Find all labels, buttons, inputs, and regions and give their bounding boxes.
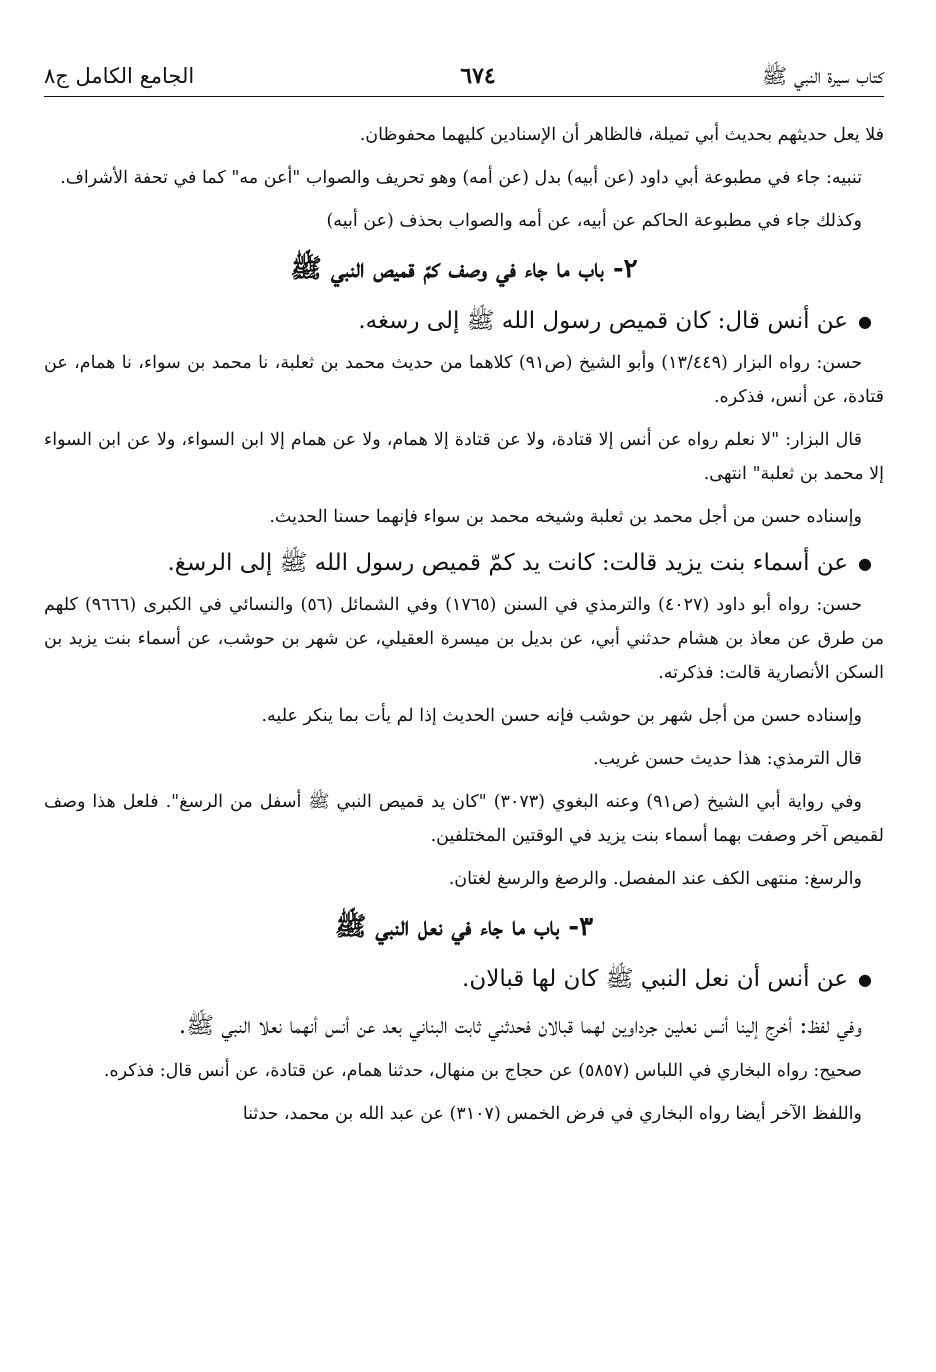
takhrij-paragraph: حسن: رواه أبو داود (٤٠٢٧) والترمذي في السنن (١٧٦٥) وفي الشمائل (٥٦) والنسائي في الكبرى (٩٦٦٦) كلهم من طرق عن معاذ بن هشام حدثني أبي، عن بديل بن ميسرة العقيلي، عن شهر بن حوشب، عن أسماء بنت يزيد بن السكن الأنصارية قالت: فذكرته. xyxy=(44,595,884,683)
paragraph: وإسناده حسن من أجل شهر بن حوشب فإنه حسن الحديث إذا لم يأت بما ينكر عليه. xyxy=(261,706,862,726)
bullet-icon: ● xyxy=(858,554,872,573)
note-paragraph: تنبيه: جاء في مطبوعة أبي داود (عن أبيه) بدل (عن أمه) وهو تحريف والصواب "أعن مه" كما في تحفة الأشراف. xyxy=(60,168,862,188)
takhrij-paragraph: حسن: رواه البزار (١٣/٤٤٩) وأبو الشيخ (ص٩١) كلاهما من حديث محمد بن ثعلبة، نا محمد بن سواء، نا همام، عن قتادة، عن أنس، فذكره. xyxy=(44,353,884,407)
header-volume-title: الجامع الكامل ج٨ xyxy=(44,63,195,88)
bullet-icon: ● xyxy=(858,970,872,989)
page-number: ٦٧٤ xyxy=(460,63,496,89)
hadith-content: عن أنس قال: كان قميص رسول الله ﷺ إلى رسغه. xyxy=(358,308,849,334)
paragraph: قال البزار: "لا نعلم رواه عن أنس إلا قتادة، ولا عن قتادة إلا همام، ولا عن همام إلا ابن السواء، ولا عن ابن السواء إلا محمد بن ثعلبة" انتهى. xyxy=(44,430,884,484)
running-header xyxy=(44,56,884,97)
paragraph: وفي رواية أبي الشيخ (ص٩١) وعنه البغوي (٣٠٧٣) "كان يد قميص النبي ﷺ أسفل من الرسغ". فلعل هذا وصف لقميص آخر وصفت بهما أسماء بنت يزيد في الوقتين المختلفين. xyxy=(44,792,884,846)
paragraph: قال الترمذي: هذا حديث حسن غريب. xyxy=(592,749,862,769)
paragraph: وإسناده حسن من أجل محمد بن ثعلبة وشيخه محمد بن سواء فإنهما حسنا الحديث. xyxy=(269,507,862,527)
paragraph: وكذلك جاء في مطبوعة الحاكم عن أبيه، عن أمه والصواب بحذف (عن أبيه) xyxy=(326,211,862,231)
hadith-text xyxy=(44,301,884,342)
bullet-icon: ● xyxy=(858,312,872,331)
hadith-text xyxy=(44,543,884,584)
hadith-content: عن أسماء بنت يزيد قالت: كانت يد كمّ قميص رسول الله ﷺ إلى الرسغ. xyxy=(167,550,849,576)
takhrij-paragraph: صحيح: رواه البخاري في اللباس (٥٨٥٧) عن حجاج بن منهال، حدثنا همام، عن قتادة، عن أنس قال: فذكره. xyxy=(103,1061,862,1081)
chapter-heading: ٢- باب ما جاء في وصف كمّ قميص النبي ﷺ xyxy=(290,254,638,284)
paragraph: واللفظ الآخر أيضا رواه البخاري في فرض الخمس (٣١٠٧) عن عبد الله بن محمد، حدثنا xyxy=(242,1104,862,1124)
header-book-title: كتاب سيرة النبي ﷺ xyxy=(761,63,884,88)
hadith-content: عن أنس أن نعل النبي ﷺ كان لها قبالان. xyxy=(462,966,849,992)
paragraph: فلا يعل حديثهم بحديث أبي تميلة، فالظاهر أن الإسنادين كليهما محفوظان. xyxy=(359,125,884,145)
page-body xyxy=(44,118,884,1140)
hadith-variant: وفي لفظ: أخرج إلينا أنس نعلين جرداوين لهما قبالان فحدثني ثابت البناني بعد عن أنس أنهما نعلا النبي ﷺ. xyxy=(178,1013,862,1039)
chapter-heading: ٣- باب ما جاء في نعل النبي ﷺ xyxy=(334,912,594,942)
paragraph: والرسغ: منتهى الكف عند المفصل. والرصغ والرسغ لغتان. xyxy=(448,869,862,889)
hadith-text xyxy=(44,959,884,1000)
